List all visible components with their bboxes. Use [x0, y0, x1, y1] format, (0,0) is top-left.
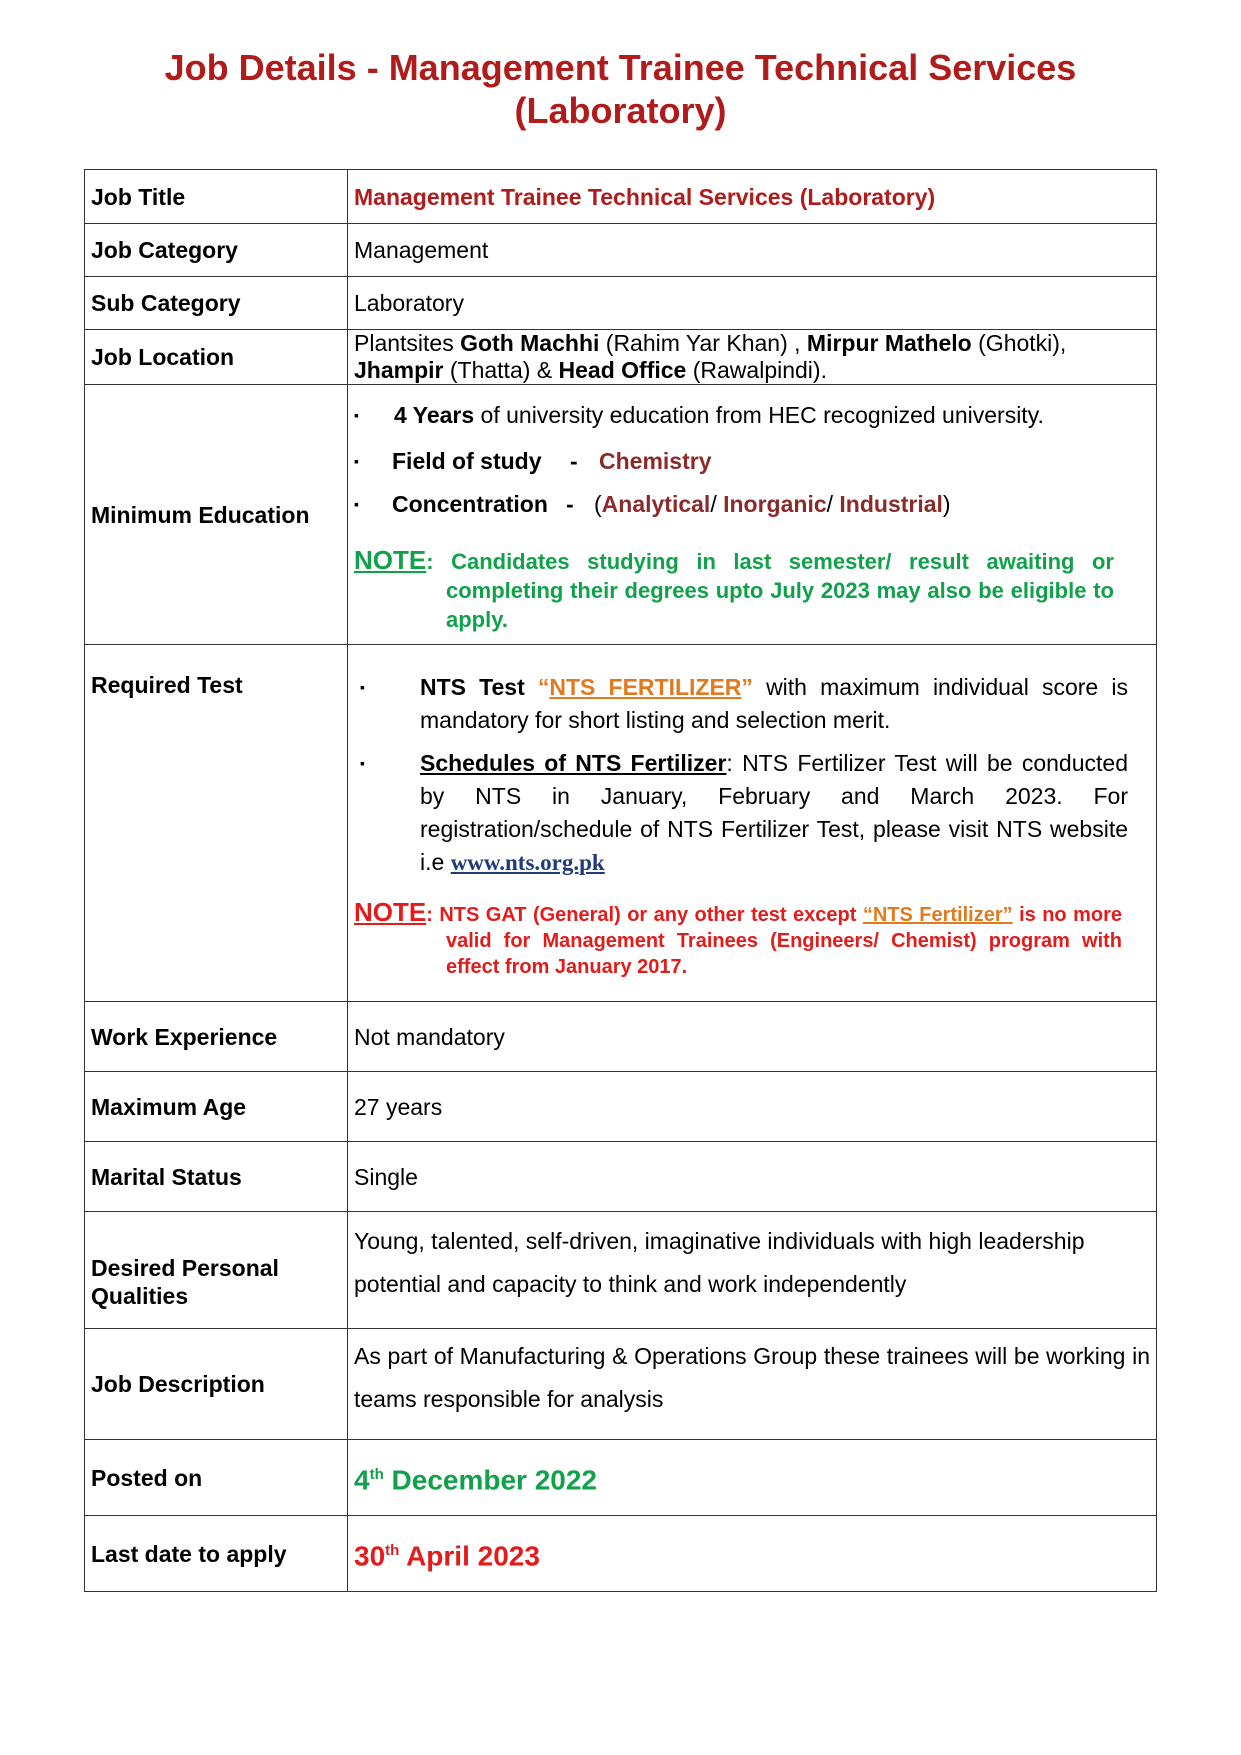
edu-conc-inorganic: Inorganic — [723, 491, 827, 517]
test-note — [354, 899, 1122, 980]
location-text: (Ghotki), — [971, 330, 1067, 356]
posted-sup: th — [369, 1465, 384, 1483]
value-required-test — [348, 645, 1157, 1002]
edu-field-value: Chemistry — [599, 448, 712, 474]
edu-conc-slash: / — [826, 491, 840, 517]
label-job-description: Job Description — [85, 1329, 348, 1440]
note-text: : NTS GAT (General) or any other test except — [426, 904, 863, 926]
value-job-title: Management Trainee Technical Services (Laboratory) — [348, 170, 1157, 224]
note-text: is no more valid for Management Trainees (Engineers/ Chemist) program with effect from January 2017. — [446, 904, 1122, 978]
test-bullet-nts — [354, 671, 1128, 737]
quote: “ — [537, 674, 550, 700]
bullet-icon: ▪ — [360, 679, 365, 695]
note-label: NOTE — [354, 897, 427, 927]
edu-years: 4 Years — [394, 402, 475, 428]
value-qualities: Young, talented, self-driven, imaginative individuals with high leadership potential and capacity to think and work independently — [348, 1212, 1157, 1329]
value-marital-status: Single — [348, 1142, 1157, 1212]
row-required-test — [85, 645, 1157, 1002]
edu-years-text: of university education from HEC recognized university. — [474, 402, 1044, 428]
title-line-2: (Laboratory) — [514, 90, 727, 131]
test-nts-label: NTS Test — [420, 674, 525, 700]
edu-conc-label: Concentration — [392, 491, 548, 517]
title-line-1: Job Details - Management Trainee Technical Services — [164, 47, 1077, 88]
bullet-icon: ▪ — [354, 496, 359, 512]
label-sub-category: Sub Category — [85, 277, 348, 330]
location-mirpur-mathelo: Mirpur Mathelo — [806, 330, 972, 356]
label-last-date: Last date to apply — [85, 1516, 348, 1592]
location-text: (Thatta) & — [443, 357, 559, 383]
page-title — [0, 46, 1241, 132]
value-sub-category: Laboratory — [348, 277, 1157, 330]
label-marital-status: Marital Status — [85, 1142, 348, 1212]
value-max-age: 27 years — [348, 1072, 1157, 1142]
location-text: Plantsites — [354, 330, 461, 356]
row-job-location — [85, 330, 1157, 385]
value-work-experience: Not mandatory — [348, 1002, 1157, 1072]
row-posted-on — [85, 1440, 1157, 1516]
last-day: 30 — [354, 1540, 386, 1572]
row-job-title — [85, 170, 1157, 224]
location-text: (Rawalpindi). — [686, 357, 827, 383]
bullet-icon: ▪ — [354, 453, 359, 469]
last-rest: April 2023 — [399, 1540, 540, 1572]
row-max-age — [85, 1072, 1157, 1142]
value-last-date — [348, 1516, 1157, 1592]
nts-website-link[interactable]: www.nts.org.pk — [450, 850, 605, 875]
row-job-category — [85, 224, 1157, 277]
value-job-category: Management — [348, 224, 1157, 277]
note-label: NOTE — [354, 545, 427, 575]
edu-bullet-years — [354, 401, 1150, 429]
location-jhampir: Jhampir — [354, 357, 444, 383]
location-text: (Rahim Yar Khan) , — [599, 330, 807, 356]
edu-conc-paren: ( — [594, 491, 602, 517]
test-nts-text: with maximum individual score is mandatory for short listing and selection merit. — [420, 674, 1128, 733]
edu-conc-analytical: Analytical — [601, 491, 711, 517]
bullet-icon: ▪ — [360, 755, 365, 771]
note-text: : Candidates studying in last semester/ result awaiting or completing their degrees upto July 2023 may also be eligible to apply. — [426, 549, 1114, 632]
location-head-office: Head Office — [558, 357, 687, 383]
posted-day: 4 — [354, 1464, 370, 1496]
row-min-education — [85, 385, 1157, 645]
edu-conc-paren: ) — [942, 491, 951, 517]
posted-rest: December 2022 — [383, 1464, 598, 1496]
row-work-experience — [85, 1002, 1157, 1072]
test-bullet-schedule — [354, 747, 1128, 879]
label-min-education: Minimum Education — [85, 385, 348, 645]
value-job-location — [348, 330, 1157, 385]
edu-note — [354, 546, 1114, 634]
row-qualities — [85, 1212, 1157, 1329]
label-job-location: Job Location — [85, 330, 348, 385]
value-job-description: As part of Manufacturing & Operations Group these trainees will be working in teams responsible for analysis — [348, 1329, 1157, 1440]
edu-bullet-concentration — [354, 490, 1150, 518]
edu-field-label: Field of study — [392, 448, 542, 474]
label-posted-on: Posted on — [85, 1440, 348, 1516]
label-qualities: Desired Personal Qualities — [85, 1212, 348, 1329]
edu-field-sep: - — [570, 448, 578, 474]
edu-conc-slash: / — [710, 491, 724, 517]
edu-bullet-field — [354, 447, 1150, 475]
edu-conc-industrial: Industrial — [839, 491, 943, 517]
label-max-age: Maximum Age — [85, 1072, 348, 1142]
location-goth-machhi: Goth Machhi — [460, 330, 600, 356]
label-work-experience: Work Experience — [85, 1002, 348, 1072]
row-last-date — [85, 1516, 1157, 1592]
quote: ” — [741, 674, 753, 700]
value-min-education — [348, 385, 1157, 645]
label-job-category: Job Category — [85, 224, 348, 277]
row-marital-status — [85, 1142, 1157, 1212]
label-required-test: Required Test — [85, 645, 348, 1002]
last-sup: th — [385, 1541, 400, 1559]
job-details-table — [84, 169, 1157, 1592]
test-nts-fertilizer: NTS FERTILIZER — [549, 674, 742, 700]
row-sub-category — [85, 277, 1157, 330]
test-schedule-text: : NTS Fertilizer Test will be conducted by NTS in January, February and March 2023. For registration/schedule of NTS Fertilizer Test, please visit NTS website i.e — [420, 750, 1128, 875]
bullet-icon: ▪ — [354, 407, 359, 423]
note-nts-fertilizer: “NTS Fertilizer” — [862, 904, 1013, 926]
row-job-description — [85, 1329, 1157, 1440]
test-schedule-label: Schedules of NTS Fertilizer — [420, 750, 727, 776]
label-job-title: Job Title — [85, 170, 348, 224]
edu-conc-sep: - — [566, 491, 574, 517]
value-posted-on — [348, 1440, 1157, 1516]
